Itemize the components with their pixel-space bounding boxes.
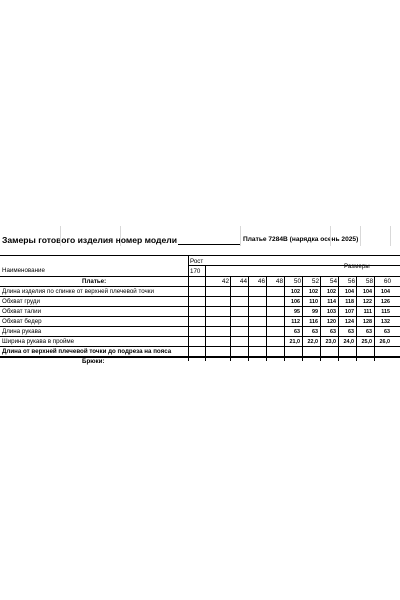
size-header-58: 58 bbox=[365, 278, 373, 285]
table-cell: 102 bbox=[327, 289, 336, 295]
table-cell: 102 bbox=[291, 289, 300, 295]
row-line bbox=[0, 316, 400, 317]
size-header-42: 42 bbox=[221, 278, 229, 285]
size-col-line bbox=[248, 276, 249, 361]
size-header-44: 44 bbox=[239, 278, 247, 285]
table-cell: 63 bbox=[312, 329, 318, 335]
table-cell: 103 bbox=[327, 309, 336, 315]
table-cell: 23,0 bbox=[325, 339, 336, 345]
sheet-gridline bbox=[60, 226, 61, 246]
table-cell: 106 bbox=[291, 299, 300, 305]
table-cell: 107 bbox=[345, 309, 354, 315]
bold-row-label: Длина от верхней плечевой точки до подреза на пояса bbox=[2, 348, 172, 355]
sheet-gridline bbox=[120, 226, 121, 246]
table-cell: 104 bbox=[363, 289, 372, 295]
header-bottom-line bbox=[0, 276, 400, 277]
table-cell: 120 bbox=[327, 319, 336, 325]
title-underline bbox=[178, 244, 240, 245]
table-cell: 22,0 bbox=[307, 339, 318, 345]
size-header-48: 48 bbox=[275, 278, 283, 285]
name-header: Наименование bbox=[2, 267, 45, 274]
row-line bbox=[0, 336, 400, 337]
table-cell: 63 bbox=[294, 329, 300, 335]
size-col-line bbox=[266, 276, 267, 361]
sheet-gridline bbox=[390, 226, 391, 246]
table-cell: 21,0 bbox=[289, 339, 300, 345]
table-cell: 111 bbox=[363, 309, 372, 315]
table-cell: 118 bbox=[345, 299, 354, 305]
table-cell: 63 bbox=[348, 329, 354, 335]
sizes-top-line bbox=[188, 265, 400, 266]
section-trousers: Брюки: bbox=[82, 358, 105, 365]
table-cell: 25,0 bbox=[361, 339, 372, 345]
sheet-gridline bbox=[360, 226, 361, 246]
row-label: Длина изделия по спинке от верхней плечевой точки bbox=[2, 288, 154, 295]
model-name: Платье 7284В (нарядка осень 2025) bbox=[243, 236, 359, 243]
sheet-gridline bbox=[330, 226, 331, 246]
table-cell: 115 bbox=[381, 309, 390, 315]
row-line bbox=[0, 286, 400, 287]
row-label: Обхват груди bbox=[2, 298, 40, 305]
height-value: 170 bbox=[190, 268, 201, 275]
table-cell: 112 bbox=[291, 319, 300, 325]
table-cell: 95 bbox=[294, 309, 300, 315]
table-cell: 122 bbox=[363, 299, 372, 305]
table-cell: 102 bbox=[309, 289, 318, 295]
height-label: Рост bbox=[190, 258, 204, 265]
size-col-line bbox=[230, 276, 231, 361]
row-label: Обхват бедер bbox=[2, 318, 42, 325]
size-header-54: 54 bbox=[329, 278, 337, 285]
table-cell: 132 bbox=[381, 319, 390, 325]
header-top-line bbox=[0, 255, 400, 256]
row-label: Обхват талии bbox=[2, 308, 42, 315]
table-cell: 114 bbox=[327, 299, 336, 305]
size-header-50: 50 bbox=[293, 278, 301, 285]
document-title: Замеры готового изделия номер модели bbox=[2, 235, 178, 245]
section-dress: Платье: bbox=[82, 278, 107, 285]
size-header-52: 52 bbox=[311, 278, 319, 285]
table-cell: 116 bbox=[309, 319, 318, 325]
row-label: Ширина рукава в пройме bbox=[2, 338, 75, 345]
table-cell: 63 bbox=[330, 329, 336, 335]
table-cell: 126 bbox=[381, 299, 390, 305]
table-cell: 63 bbox=[384, 329, 390, 335]
size-header-46: 46 bbox=[257, 278, 265, 285]
size-header-60: 60 bbox=[383, 278, 391, 285]
row-label: Длина рукава bbox=[2, 328, 42, 335]
table-cell: 63 bbox=[366, 329, 372, 335]
table-cell: 128 bbox=[363, 319, 372, 325]
row-line bbox=[0, 326, 400, 327]
table-cell: 124 bbox=[345, 319, 354, 325]
table-cell: 110 bbox=[309, 299, 318, 305]
row-line bbox=[0, 357, 400, 358]
row-line bbox=[0, 296, 400, 297]
size-header-56: 56 bbox=[347, 278, 355, 285]
table-cell: 26,0 bbox=[379, 339, 390, 345]
table-cell: 104 bbox=[381, 289, 390, 295]
sizes-label: Размеры bbox=[344, 263, 370, 270]
table-cell: 99 bbox=[312, 309, 318, 315]
row-line bbox=[0, 346, 400, 347]
table-cell: 104 bbox=[345, 289, 354, 295]
sheet-gridline bbox=[240, 226, 241, 246]
table-cell: 24,0 bbox=[343, 339, 354, 345]
row-line bbox=[0, 306, 400, 307]
